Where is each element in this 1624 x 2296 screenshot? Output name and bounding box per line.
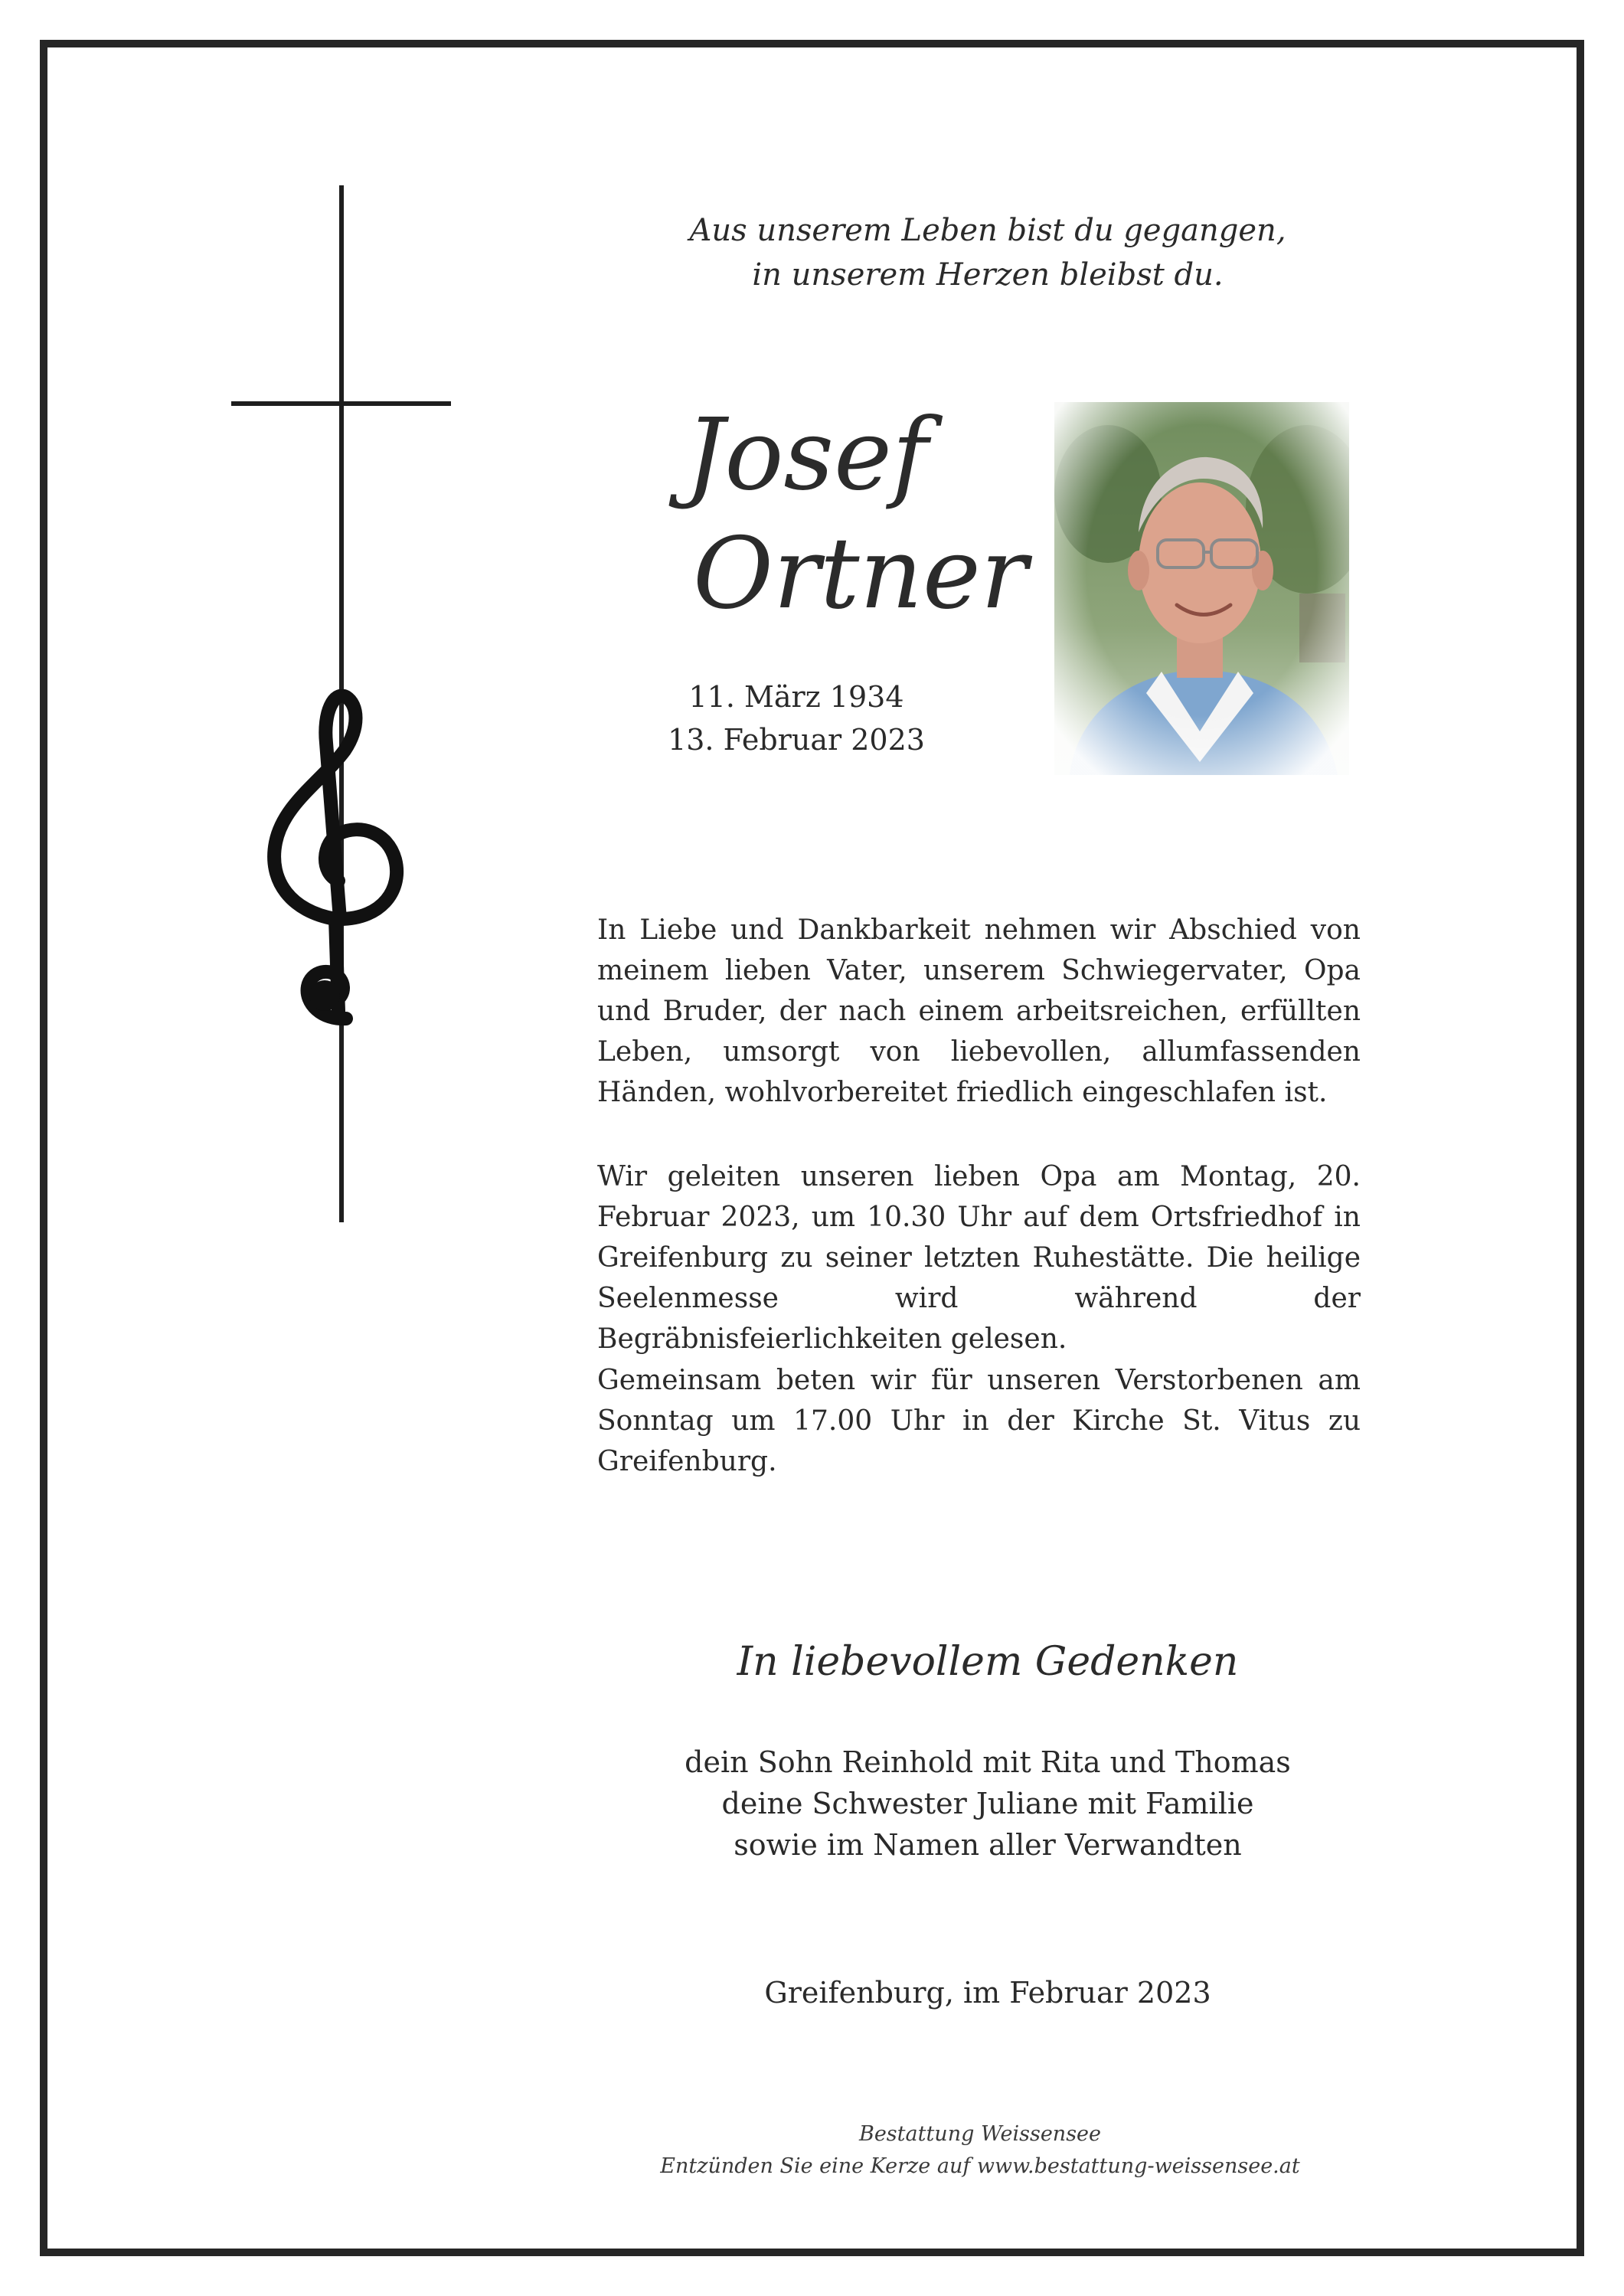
portrait-illustration (1054, 402, 1349, 775)
family-line-1: dein Sohn Reinhold mit Rita und Thomas (685, 1745, 1291, 1779)
death-date: 13. Februar 2023 (668, 723, 925, 757)
funeral-details-paragraph: Wir geleiten unseren lieben Opa am Montag, 20. Februar 2023, um 10.30 Uhr auf dem Ortsfriedhof in Greifenburg zu seiner letzten Ruhestätte. Die heilige Seelenmesse wird während der Begräbnisfeierlichkeiten gelesen. (597, 1161, 1361, 1355)
motto-line-1: Aus unserem Leben bist du gegangen, (689, 213, 1286, 248)
family-line-3: sowie im Namen aller Verwandten (734, 1828, 1242, 1862)
birth-date: 11. März 1934 (688, 680, 904, 714)
remembrance-heading: In liebevollem Gedenken (737, 1639, 1239, 1685)
family-line-2: deine Schwester Juliane mit Familie (721, 1787, 1254, 1820)
place-and-date: Greifenburg, im Februar 2023 (764, 1976, 1211, 2010)
motto-line-2: in unserem Herzen bleibst du. (752, 257, 1224, 293)
farewell-paragraph: In Liebe und Dankbarkeit nehmen wir Abschied von meinem lieben Vater, unserem Schwiegervater, Opa und Bruder, der nach einem arbeitsreichen, erfüllten Leben, umsorgt von liebevollen, allumfassenden Händen, wohlvorbereitet friedlich eingeschlafen ist. (597, 914, 1361, 1108)
first-name: Josef (685, 398, 929, 512)
portrait-photo (1054, 402, 1349, 775)
family-list (636, 1742, 1340, 1866)
funeral-home-name: Bestattung Weissensee (858, 2122, 1102, 2146)
page-frame (40, 40, 1584, 2256)
treble-clef-icon (260, 689, 406, 1026)
life-dates (658, 675, 934, 761)
last-name: Ortner (693, 517, 1028, 631)
cross-icon-horizontal (231, 401, 451, 406)
prayer-paragraph: Gemeinsam beten wir für unseren Verstorbenen am Sonntag um 17.00 Uhr in der Kirche St. Vitus zu Greifenburg. (597, 1365, 1361, 1477)
candle-note: Entzünden Sie eine Kerze auf www.bestattung-weissensee.at (660, 2154, 1300, 2178)
motto (674, 208, 1302, 297)
footer (597, 2118, 1363, 2183)
